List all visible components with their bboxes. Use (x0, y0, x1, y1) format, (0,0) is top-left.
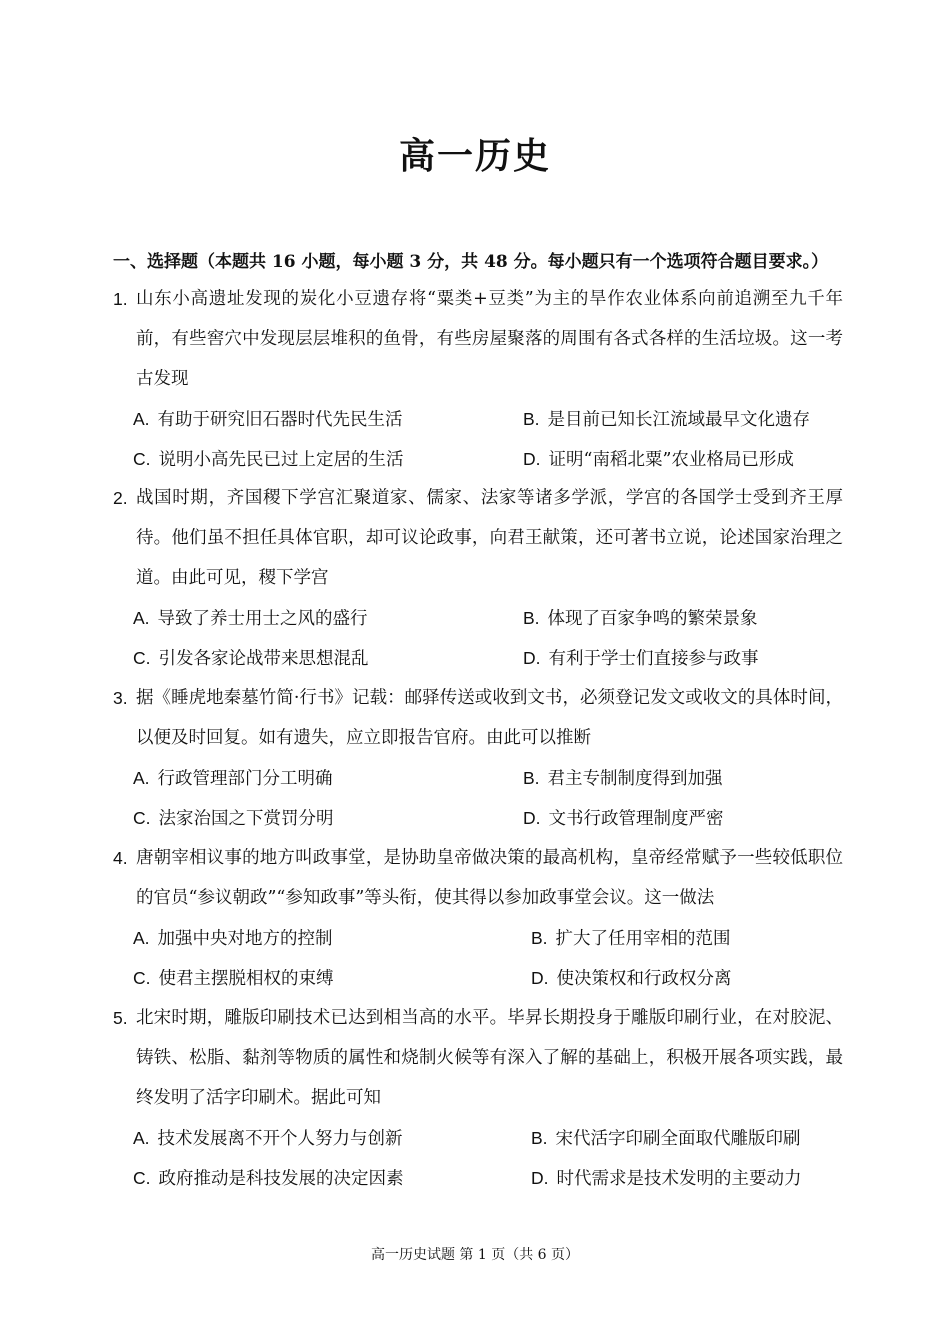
question-number: 3. (113, 688, 128, 708)
option-b[interactable]: B. 君主专制制度得到加强 (523, 768, 723, 789)
option-d[interactable]: D. 文书行政管理制度严密 (523, 808, 724, 829)
option-d[interactable]: D. 证明“南稻北粟”农业格局已形成 (523, 449, 794, 470)
option-d[interactable]: D. 有利于学士们直接参与政事 (523, 648, 759, 669)
option-a[interactable]: A. 导致了养士用士之风的盛行 (133, 608, 368, 629)
question-number: 2. (113, 488, 128, 508)
option-a[interactable]: A. 加强中央对地方的控制 (133, 928, 333, 949)
question-number: 4. (113, 848, 128, 868)
option-b[interactable]: B. 是目前已知长江流域最早文化遗存 (523, 409, 811, 430)
question-stem (113, 838, 843, 918)
question-stem (113, 279, 843, 399)
option-c[interactable]: C. 政府推动是科技发展的决定因素 (133, 1168, 404, 1189)
option-group (113, 1118, 843, 1198)
question-number: 5. (113, 1008, 128, 1028)
option-b[interactable]: B. 宋代活字印刷全面取代雕版印刷 (531, 1128, 801, 1149)
question-stem (113, 998, 843, 1118)
question-1 (113, 279, 843, 479)
option-group (113, 918, 843, 998)
option-c[interactable]: C. 法家治国之下赏罚分明 (133, 808, 334, 829)
question-stem (113, 678, 843, 758)
option-b[interactable]: B. 体现了百家争鸣的繁荣景象 (523, 608, 758, 629)
question-2 (113, 478, 843, 678)
option-a[interactable]: A. 有助于研究旧石器时代先民生活 (133, 409, 403, 430)
question-4 (113, 838, 843, 998)
option-a[interactable]: A. 技术发展离不开个人努力与创新 (133, 1128, 403, 1149)
section-heading: 一、选择题（本题共 16 小题，每小题 3 分，共 48 分。每小题只有一个选项符合题目要求。） (113, 252, 829, 272)
question-text: 据《睡虎地秦墓竹简·行书》记载：邮驿传送或收到文书，必须登记发文或收文的具体时间，以便及时回复。如有遗失，应立即报告官府。由此可以推断 (136, 688, 843, 748)
option-group (113, 758, 843, 838)
page-footer: 高一历史试题 第 1 页（共 6 页） (370, 1247, 580, 1263)
question-text: 唐朝宰相议事的地方叫政事堂，是协助皇帝做决策的最高机构，皇帝经常赋予一些较低职位的官员“参议朝政”“参知政事”等头衔，使其得以参加政事堂会议。这一做法 (136, 848, 843, 908)
question-text: 战国时期，齐国稷下学宫汇聚道家、儒家、法家等诸多学派，学宫的各国学士受到齐王厚待。他们虽不担任具体官职，却可议论政事，向君王献策，还可著书立说，论述国家治理之道。由此可见，稷下学宫 (136, 488, 843, 588)
option-d[interactable]: D. 时代需求是技术发明的主要动力 (531, 1168, 802, 1189)
page-title: 高一历史 (398, 136, 551, 177)
option-c[interactable]: C. 引发各家论战带来思想混乱 (133, 648, 369, 669)
option-group (113, 399, 843, 479)
option-b[interactable]: B. 扩大了任用宰相的范围 (531, 928, 731, 949)
question-text: 北宋时期，雕版印刷技术已达到相当高的水平。毕昇长期投身于雕版印刷行业，在对胶泥、铸铁、松脂、黏剂等物质的属性和烧制火候等有深入了解的基础上，积极开展各项实践，最终发明了活字印刷术。据此可知 (136, 1008, 843, 1108)
option-c[interactable]: C. 使君主摆脱相权的束缚 (133, 968, 334, 989)
question-5 (113, 998, 843, 1198)
question-number: 1. (113, 289, 128, 309)
option-a[interactable]: A. 行政管理部门分工明确 (133, 768, 333, 789)
option-d[interactable]: D. 使决策权和行政权分离 (531, 968, 732, 989)
option-group (113, 598, 843, 678)
question-3 (113, 678, 843, 838)
option-c[interactable]: C. 说明小高先民已过上定居的生活 (133, 449, 404, 470)
question-text: 山东小高遗址发现的炭化小豆遗存将“粟类+豆类”为主的旱作农业体系向前追溯至九千年前，有些窖穴中发现层层堆积的鱼骨，有些房屋聚落的周围有各式各样的生活垃圾。这一考古发现 (136, 289, 843, 389)
question-stem (113, 478, 843, 598)
